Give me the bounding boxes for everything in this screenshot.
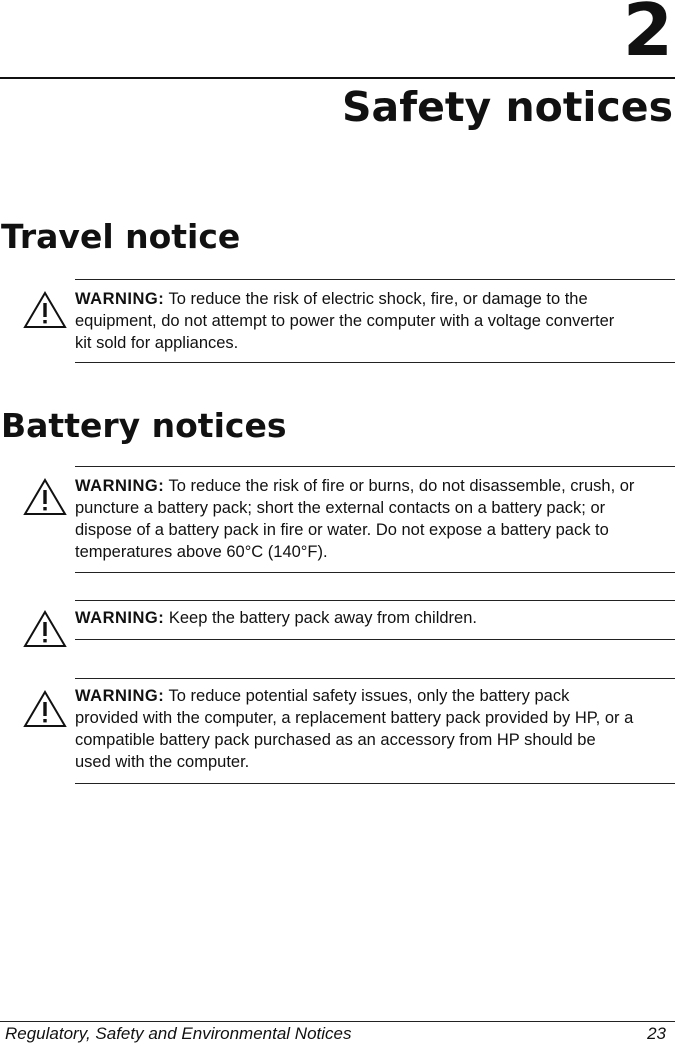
warning-label: WARNING:	[75, 290, 165, 308]
chapter-title: Safety notices	[342, 83, 673, 131]
warning-body: Keep the battery pack away from children.	[164, 609, 477, 627]
warning-text	[75, 467, 675, 563]
warning-label: WARNING:	[75, 477, 165, 495]
warning-triangle-icon	[23, 609, 67, 649]
warning-triangle-icon	[23, 477, 67, 517]
warning-body: To reduce the risk of fire or burns, do not disassemble, crush, or puncture a battery pack; short the external contacts on a battery pack; or dispose of a battery pack in fire or water. Do not expose a battery pack to temperatures above 60°C (140°F).	[75, 477, 635, 561]
footer-page-number: 23	[647, 1024, 666, 1043]
warning-label: WARNING:	[75, 609, 165, 627]
warning-body: To reduce potential safety issues, only the battery pack provided with the computer, a replacement battery pack provided by HP, or a compatible battery pack purchased as an accessory from HP should be used with the computer.	[75, 687, 634, 771]
warning-body: To reduce the risk of electric shock, fire, or damage to the equipment, do not attempt to power the computer with a voltage converter kit sold for appliances.	[75, 290, 615, 352]
section-heading-travel: Travel notice	[1, 217, 241, 256]
warning-box-battery-disassemble	[75, 466, 675, 573]
warning-box-battery-compatible	[75, 678, 675, 784]
footer-document-title: Regulatory, Safety and Environmental Notices	[5, 1024, 352, 1043]
warning-triangle-icon	[23, 689, 67, 729]
chapter-number: 2	[622, 0, 671, 72]
warning-triangle-icon	[23, 290, 67, 330]
warning-text	[75, 679, 675, 773]
warning-text	[75, 280, 675, 354]
warning-text	[75, 601, 675, 629]
warning-label: WARNING:	[75, 687, 165, 705]
footer-rule	[0, 1021, 675, 1022]
section-heading-battery: Battery notices	[1, 406, 287, 445]
chapter-rule	[0, 77, 675, 79]
warning-box-battery-children	[75, 600, 675, 640]
warning-box-travel	[75, 279, 675, 363]
